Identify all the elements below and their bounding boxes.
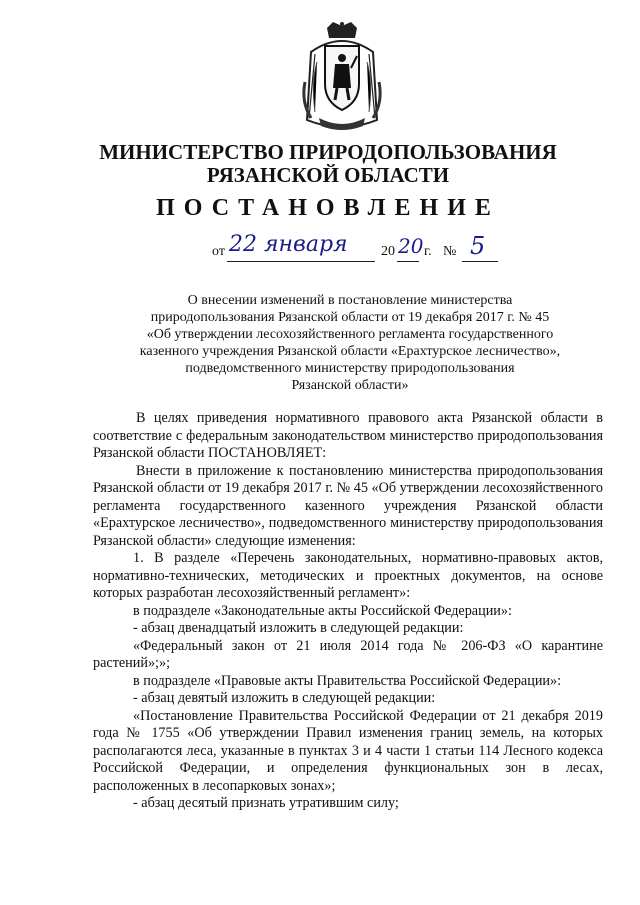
- handwritten-year: 20: [398, 234, 424, 258]
- handwritten-number: 5: [470, 232, 486, 260]
- subject-line: подведомственного министерству природопользования: [185, 361, 515, 376]
- body-paragraph: «Федеральный закон от 21 июля 2014 года № 206-ФЗ «О карантине растений»;»;: [93, 637, 603, 671]
- year-underline: [397, 261, 419, 262]
- subject-line: казенного учреждения Рязанской области «Ерахтурское лесничество»,: [139, 344, 561, 359]
- body-paragraph: - абзац девятый изложить в следующей редакции:: [133, 690, 436, 706]
- document-subject: [100, 292, 600, 394]
- handwritten-date: 22 января: [229, 232, 348, 257]
- subject-line: Рязанской области»: [291, 378, 409, 393]
- body-paragraph: - абзац двенадцатый изложить в следующей редакции:: [133, 620, 464, 636]
- body-paragraph: 1. В разделе «Перечень законодательных, нормативно-правовых актов, нормативно-технических, методических и проектных документов, на основе которых разработан лесохозяйственный регламент»:: [93, 550, 603, 601]
- subject-line: «Об утверждении лесохозяйственного регламента государственного: [146, 327, 554, 342]
- body-paragraph: В целях приведения нормативного правового акта Рязанской области в соответствие с федеральным законодательством министерство природопользования Рязанской области ПОСТАНОВЛЯЕТ:: [93, 410, 603, 461]
- number-label: №: [443, 244, 457, 259]
- ryazan-coat-of-arms-icon: [297, 22, 387, 134]
- year-suffix: г.: [424, 244, 432, 259]
- document-body: [93, 410, 603, 813]
- year-prefix: 20: [381, 244, 395, 259]
- date-underline: [227, 261, 375, 262]
- document-type-title: ПОСТАНОВЛЕНИЕ: [156, 195, 500, 221]
- date-prefix: от: [212, 244, 225, 259]
- body-paragraph: Внести в приложение к постановлению министерства природопользования Рязанской области от 19 декабря 2017 г. № 45 «Об утверждении лесохозяйственного регламента государственного казенного учреждения Рязанской области «Ерахтурское лесничество», подведомственного министерству природопользования Рязанской области» следующие изменения:: [93, 462, 603, 549]
- body-paragraph: в подразделе «Законодательные акты Российской Федерации»:: [133, 602, 512, 619]
- date-number-line: [0, 232, 640, 266]
- body-paragraph: «Постановление Правительства Российской Федерации от 21 декабря 2019 года № 1755 «Об утверждении Правил изменения границ земель, на которых располагаются леса, указанные в пунктах 3 и 4 части 1 статьи 114 Лесного кодекса Российской Федерации, и определения функциональных зон в лесах, расположенных в лесопарковых зонах»;: [93, 707, 603, 794]
- number-underline: [462, 261, 498, 262]
- subject-line: О внесении изменений в постановление министерства: [187, 293, 513, 308]
- body-paragraph: - абзац десятый признать утратившим силу;: [133, 795, 399, 811]
- ministry-name-line2: РЯЗАНСКОЙ ОБЛАСТИ: [206, 163, 450, 187]
- body-paragraph: в подразделе «Правовые акты Правительства Российской Федерации»:: [133, 672, 562, 689]
- subject-line: природопользования Рязанской области от 19 декабря 2017 г. № 45: [150, 310, 550, 325]
- ministry-name-line1: МИНИСТЕРСТВО ПРИРОДОПОЛЬЗОВАНИЯ: [99, 140, 557, 164]
